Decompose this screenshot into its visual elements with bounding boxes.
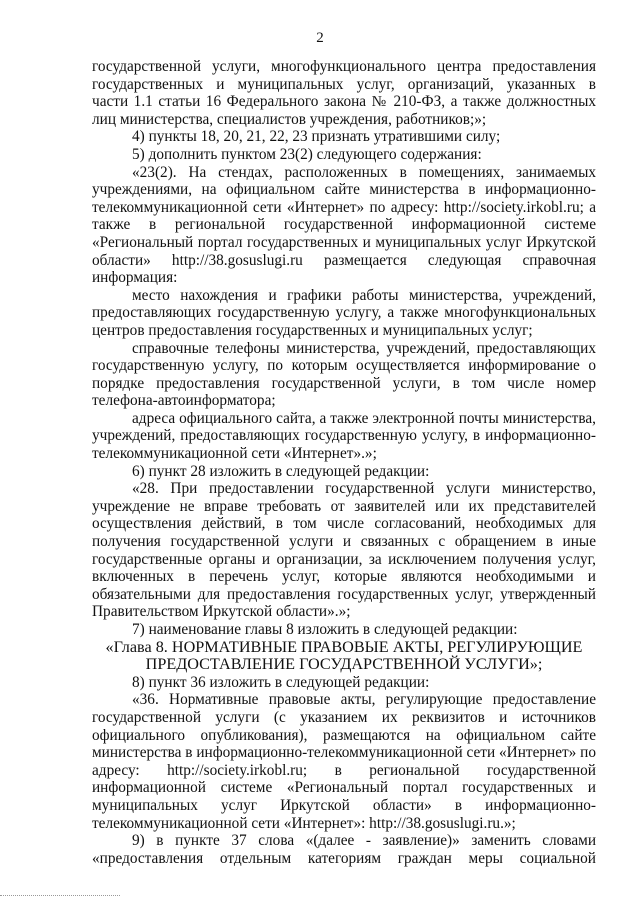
text-line-content: государственных и муниципальных услуг, организаций, указанных в [92, 75, 596, 93]
text-line-content: лиц министерства, специалистов учреждения, работников;»; [92, 110, 487, 128]
text-line-content: 4) пункты 18, 20, 21, 22, 23 признать утратившими силу; [132, 128, 501, 146]
text-line [92, 674, 596, 692]
text-line-content: Правительством Иркутской области».»; [92, 603, 351, 621]
text-line [92, 797, 596, 815]
text-line-content: государственной услуги, многофункционального центра предоставления [92, 58, 596, 75]
text-line-content: телекоммуникационной сети «Интернет»: http://38.gosuslugi.ru.»; [92, 814, 516, 832]
text-line-content: информация: [92, 269, 178, 287]
text-line [92, 269, 596, 287]
text-line-content: 6) пункт 28 изложить в следующей редакции: [132, 462, 430, 480]
text-line-content: официального опубликования), размещаются на официальном сайте [92, 726, 596, 744]
text-line [92, 128, 596, 146]
text-line-content: порядке предоставления государственной услуги, в том числе номер [92, 374, 596, 392]
text-line-content: учреждение не вправе требовать от заявителей или их представителей [92, 497, 596, 515]
text-line-content: министерства в информационно-телекоммуникационной сети «Интернет» по [92, 744, 596, 762]
text-line-content: части 1.1 статьи 16 Федерального закона № 210-ФЗ, а также должностных [92, 93, 596, 111]
text-line-content: получения государственной услуги и связанных с обращением в иные [92, 533, 596, 551]
text-line-content: адресу: http://society.irkobl.ru; в региональной государственной [92, 761, 596, 779]
text-line [92, 410, 596, 428]
text-line-content: место нахождения и графики работы министерства, учреждений, [132, 286, 596, 304]
text-line [92, 93, 596, 111]
text-line [92, 551, 596, 569]
text-line [92, 779, 596, 797]
document-body [92, 58, 596, 867]
text-line-content: «предоставления отдельным категориям граждан меры социальной [92, 849, 596, 867]
text-line [92, 304, 596, 322]
text-line [92, 709, 596, 727]
text-line-content: муниципальных услуг Иркутской области» в информационно- [92, 796, 596, 814]
text-line [92, 181, 596, 199]
text-line-content: 8) пункт 36 изложить в следующей редакции: [132, 673, 430, 691]
text-line [92, 357, 596, 375]
text-line-content: включенных в перечень услуг, которые являются необходимыми и [92, 568, 596, 586]
text-line [92, 111, 596, 129]
text-line [92, 463, 596, 481]
text-line [92, 639, 596, 657]
text-line-content: учреждений, предоставляющих государственную услугу, в информационно- [92, 427, 596, 445]
text-line-content: центров предоставления государственных и муниципальных услуг; [92, 321, 533, 339]
text-line [92, 340, 596, 358]
text-line [92, 621, 596, 639]
text-line-content: осуществления действий, в том числе согласований, необходимых для [92, 515, 596, 533]
text-line [92, 586, 596, 604]
text-line [92, 515, 596, 533]
text-line [92, 392, 596, 410]
text-line-content: информационной системе «Региональный портал государственных и [92, 779, 596, 797]
text-line-content: 9) в пункте 37 слова «(далее - заявление)» заменить словами [132, 832, 596, 850]
text-line-content: также в региональной государственной информационной системе [92, 216, 596, 234]
text-line-content: государственные органы и организации, за исключением получения услуг, [92, 550, 596, 568]
text-line [92, 287, 596, 305]
text-line-content: «Региональный портал государственных и муниципальных услуг Иркутской [92, 233, 596, 251]
text-line [92, 603, 596, 621]
text-line [92, 58, 596, 76]
text-line [92, 199, 596, 217]
text-line [92, 815, 596, 833]
text-line-content: 5) дополнить пунктом 23(2) следующего содержания: [132, 145, 482, 163]
text-line [92, 727, 596, 745]
text-line-content: предоставляющих государственную услугу, а также многофункциональных [92, 304, 596, 322]
text-line [92, 850, 596, 868]
text-line [92, 744, 596, 762]
text-line-content: обязательными для предоставления государственных услуг, утвержденный [92, 585, 596, 603]
text-line-content: области» http://38.gosuslugi.ru размещается следующая справочная [92, 251, 596, 269]
page-number: 2 [316, 30, 324, 46]
text-line-content: учреждениями, на официальном сайте министерства в информационно- [92, 181, 596, 199]
text-line-content: телекоммуникационной сети «Интернет» по адресу: http://society.irkobl.ru; а [92, 198, 596, 216]
text-line-content: 7) наименование главы 8 изложить в следующей редакции: [132, 621, 518, 638]
text-line-content: адреса официального сайта, а также электронной почты министерства, [132, 409, 596, 427]
text-line [92, 498, 596, 516]
text-line [92, 480, 596, 498]
text-line-content: телефона-автоинформатора; [92, 392, 276, 410]
text-line [92, 427, 596, 445]
text-line-content: «Глава 8. НОРМАТИВНЫЕ ПРАВОВЫЕ АКТЫ, РЕГУЛИРУЮЩИЕ [105, 637, 583, 656]
text-line [92, 164, 596, 182]
text-line [92, 234, 596, 252]
text-line [92, 445, 596, 463]
text-line [92, 533, 596, 551]
text-line-content: государственную услугу, по которым осуществляется информирование о [92, 357, 596, 375]
text-line [92, 375, 596, 393]
text-line [92, 252, 596, 270]
text-line-content: «36. Нормативные правовые акты, регулирующие предоставление [132, 691, 596, 709]
footnote-separator [0, 895, 120, 896]
text-line-content: государственной услуги (с указанием их реквизитов и источников [92, 708, 596, 726]
text-line [92, 762, 596, 780]
text-line-content: справочные телефоны министерства, учреждений, предоставляющих [132, 339, 596, 357]
text-line [92, 568, 596, 586]
text-line [92, 216, 596, 234]
text-line-content: «23(2). На стендах, расположенных в помещениях, занимаемых [132, 163, 596, 181]
text-line [92, 832, 596, 850]
text-line [92, 146, 596, 164]
text-line [92, 691, 596, 709]
text-line-content: ПРЕДОСТАВЛЕНИЕ ГОСУДАРСТВЕННОЙ УСЛУГИ»; [145, 655, 543, 674]
text-line-content: «28. При предоставлении государственной услуги министерство, [132, 480, 596, 498]
text-line-content: телекоммуникационной сети «Интернет».»; [92, 445, 377, 463]
text-line [92, 656, 596, 674]
text-line [92, 322, 596, 340]
text-line [92, 76, 596, 94]
